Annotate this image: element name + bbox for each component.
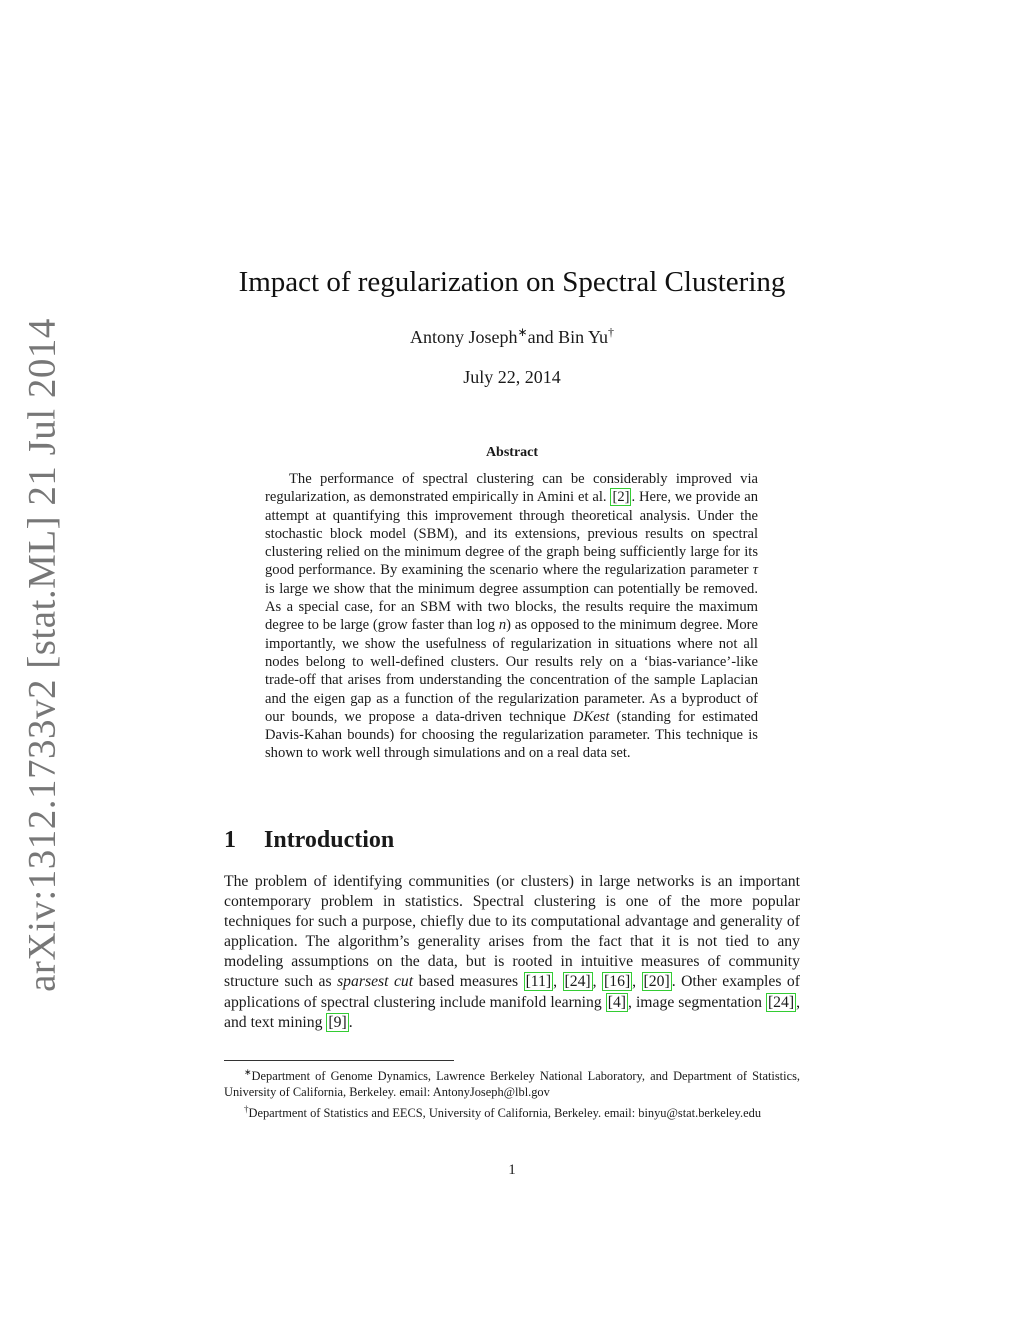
arxiv-identifier-stamp: arXiv:1312.1733v2 [stat.ML] 21 Jul 2014 <box>20 318 64 992</box>
footnote-mark: † <box>244 1103 249 1114</box>
section-number: 1 <box>224 827 236 853</box>
citation-link[interactable]: [11] <box>525 973 552 991</box>
abstract-heading: Abstract <box>485 445 539 460</box>
author-name: Antony Joseph <box>410 327 518 347</box>
abstract-text: (standing for estimated Davis-Kahan bounds) for choosing the regularization parameter. This technique is shown to work well through simulations and on a real data set. <box>265 708 758 762</box>
abstract-text: is large we show that the minimum degree assumption can potentially be removed. As a special case, for an SBM with two blocks, the results require the maximum degree to be large (grow faster than log <box>265 580 758 634</box>
abstract-body <box>265 470 758 763</box>
body-text: , <box>632 973 642 991</box>
footnote-mark[interactable]: † <box>607 325 614 339</box>
footnote-mark: ∗ <box>244 1067 252 1077</box>
citation-link[interactable]: [24] <box>564 973 591 991</box>
footnote-text: Department of Genome Dynamics, Lawrence Berkeley National Laboratory, and Department of Statistics, University of California, Berkeley. email: AntonyJoseph@lbl.gov <box>224 1069 800 1100</box>
method-name: DKest <box>572 708 610 725</box>
citation-link[interactable]: [16] <box>604 973 631 991</box>
footnote-divider <box>224 1060 454 1061</box>
body-text: . <box>348 1013 353 1031</box>
introduction-paragraph <box>224 872 800 1033</box>
author-line <box>0 325 1024 348</box>
citation-link[interactable]: [9] <box>328 1013 347 1031</box>
citation-link[interactable]: [24] <box>767 993 795 1011</box>
citation-link[interactable]: [20] <box>643 973 670 991</box>
math-symbol: n <box>498 617 507 634</box>
math-symbol: τ <box>752 562 758 579</box>
paper-date: July 22, 2014 <box>463 367 561 387</box>
abstract-text: . Here, we provide an attempt at quantifying this improvement through theoretical analysis. Under the stochastic block model (SBM), and its extensions, previous results on spectral clustering relied on the minimum degree of the graph being sufficiently large for its good performance. By examining the scenario where the regularization parameter <box>265 489 758 579</box>
body-text: , <box>592 973 603 991</box>
body-text: The problem of identifying communities (or clusters) in large networks is an important contemporary problem in statistics. Spectral clustering is one of the more popular techniques for such a purpose, chiefly due to its computational advantage and generality of application. The algorithm’s generality arises from the fact that it is not tied to any modeling assumptions on the data, but is rooted in intuitive measures of community structure such as <box>224 873 800 991</box>
body-text: based measures <box>413 973 524 991</box>
body-text: . Other examples of applications of spectral clustering include manifold learning <box>224 973 800 1011</box>
body-text: , and text mining <box>224 993 800 1031</box>
footnote-text: Department of Statistics and EECS, University of California, Berkeley. email: binyu@stat.berkeley.edu <box>248 1105 762 1120</box>
footnotes <box>224 1064 800 1121</box>
citation-link[interactable]: [4] <box>607 993 627 1011</box>
footnote-1 <box>224 1064 800 1101</box>
footnote-2 <box>224 1101 800 1121</box>
body-text: , image segmentation <box>628 993 766 1011</box>
emphasized-term: sparsest cut <box>337 973 414 991</box>
author-name: Bin Yu <box>558 327 608 347</box>
section-heading <box>224 827 394 854</box>
body-text: , <box>553 973 563 991</box>
section-title: Introduction <box>264 827 395 853</box>
citation-link[interactable]: [2] <box>612 489 630 506</box>
paper-title: Impact of regularization on Spectral Clustering <box>238 266 786 298</box>
abstract-text: The performance of spectral clustering can be considerably improved via regularization, as demonstrated empirically in Amini et al. <box>265 471 758 506</box>
abstract-text: ) as opposed to the minimum degree. More importantly, we show the usefulness of regularization in situations where not all nodes belong to well-defined clusters. Our results rely on a ‘bias-variance’-like trade-off that arises from understanding the concentration of the sample Laplacian and the eigen gap as a function of the regularization parameter. As a byproduct of our bounds, we propose a data-driven technique <box>265 617 759 725</box>
footnote-mark[interactable]: ∗ <box>517 325 528 339</box>
page-number: 1 <box>508 1162 516 1178</box>
author-connector: and <box>527 327 559 347</box>
